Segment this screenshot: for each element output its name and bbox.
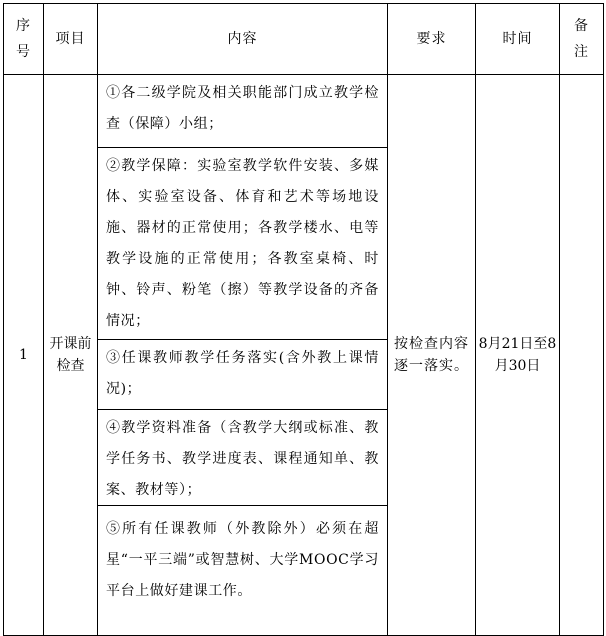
header-requirement: 要求: [388, 4, 476, 75]
content-item-5: ⑤所有任课教师（外教除外）必须在超星“一平三端”或智慧树、大学MOOC学习平台上做好建课工作。: [98, 505, 387, 608]
header-content: 内容: [98, 4, 388, 75]
inspection-plan-table: [3, 3, 604, 636]
header-no: [4, 4, 44, 75]
header-item: 项目: [44, 4, 98, 75]
header-remark-line-1: 备: [574, 18, 589, 34]
table-row: [4, 75, 604, 636]
header-time: 时间: [476, 4, 560, 75]
row-number: 1: [4, 75, 44, 636]
row-time: 8月21日至8月30日: [476, 75, 560, 636]
content-item-4: ④教学资料准备（含教学大纲或标准、教学任务书、教学进度表、课程通知单、教案、教材等）；: [98, 409, 387, 505]
content-item-3: ③任课教师教学任务落实(含外教上课情况)；: [98, 339, 387, 409]
row-remark: [560, 75, 604, 636]
row-item: 开课前检查: [44, 75, 98, 636]
content-item-1: ①各二级学院及相关职能部门成立教学检查（保障）小组；: [106, 85, 379, 132]
content-list: [98, 75, 387, 635]
header-no-line-1: 序: [16, 18, 31, 34]
header-remark: [560, 4, 604, 75]
content-item-2: ②教学保障：实验室教学软件安装、多媒体、实验室设备、体育和艺术等场地设施、器材的正常使用；各教学楼水、电等教学设施的正常使用；各教室桌椅、时钟、铃声、粉笔（擦）等教学设备的齐备情况；: [98, 147, 387, 339]
header-no-line-2: 号: [16, 44, 31, 60]
header-row: [4, 4, 604, 75]
row-content: [98, 75, 388, 636]
row-requirement: 按检查内容逐一落实。: [388, 75, 476, 636]
header-remark-line-2: 注: [574, 44, 589, 60]
